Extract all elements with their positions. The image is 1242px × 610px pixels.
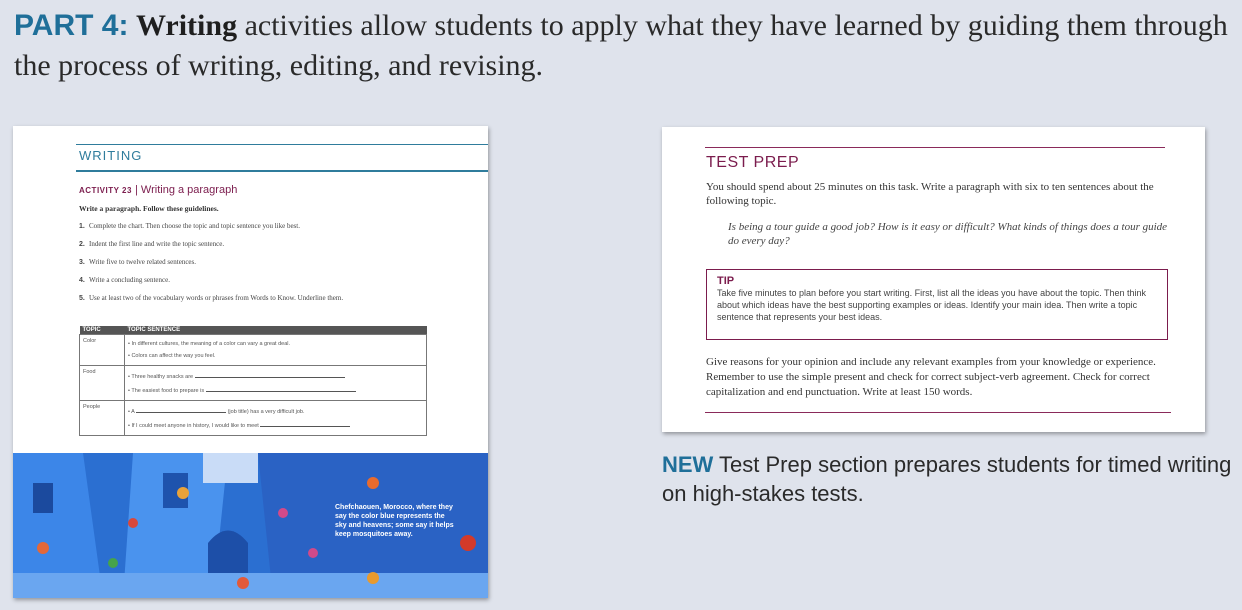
activity-separator: | — [134, 184, 138, 196]
test-prep-caption — [662, 450, 1237, 508]
activity-number: ACTIVITY 23 — [79, 186, 132, 195]
photo-caption: Chefchaouen, Morocco, where they say the color blue represents the sky and heavens; some say it helps keep mosquitoes away. — [335, 504, 454, 538]
list-item: 2. Indent the first line and write the topic sentence. — [79, 240, 225, 248]
test-prep-body: Give reasons for your opinion and include any relevant examples from your knowledge or experience. Remember to use the simple present and check for correct subject-verb agreement. Check for correct capitalization and end punctuation. Write at least 150 words. — [706, 356, 1156, 398]
topic-cell: Color — [80, 335, 125, 366]
tip-label: TIP — [717, 275, 735, 287]
test-prep-question: Is being a tour guide a good job? How is it easy or difficult? What kinds of things does a tour guide do every day? — [728, 221, 1168, 247]
list-item: 3. Write five to twelve related sentences. — [79, 258, 197, 266]
activity-name: Writing a paragraph — [140, 184, 238, 196]
section-rule — [76, 170, 488, 172]
header-keyword: Writing — [135, 9, 238, 42]
table-row — [80, 335, 427, 366]
header-text: activities allow students to apply what they have learned by guiding them through the process of writing, editing, and revising. — [14, 9, 1228, 82]
new-label: NEW — [662, 452, 714, 477]
tip-box — [706, 269, 1168, 340]
guideline-list — [79, 222, 479, 312]
test-prep-intro: You should spend about 25 minutes on this task. Write a paragraph with six to ten sentences about the following topic. — [706, 181, 1154, 207]
activity-instruction: Write a paragraph. Follow these guidelines. — [79, 204, 219, 213]
sentence-cell: • A (job title) has a very difficult job. • If I could meet anyone in history, I would like to meet — [125, 401, 427, 436]
sentence-cell: • Three healthy snacks are • The easiest food to prepare is — [125, 366, 427, 401]
test-prep-title: TEST PREP — [706, 154, 800, 171]
section-rule — [705, 147, 1165, 148]
table-header-row — [80, 326, 427, 335]
chefchaouen-photo — [13, 453, 488, 598]
list-item: 5. Use at least two of the vocabulary words or phrases from Words to Know. Underline them. — [79, 294, 344, 302]
topic-cell: Food — [80, 366, 125, 401]
writing-page-sample — [13, 126, 488, 598]
topic-table — [79, 326, 427, 436]
section-rule — [76, 144, 488, 145]
test-prep-page-sample — [662, 127, 1205, 432]
table-header: TOPIC — [80, 326, 125, 335]
topic-cell: People — [80, 401, 125, 436]
table-row — [80, 401, 427, 436]
section-rule — [705, 412, 1171, 413]
sentence-cell: • In different cultures, the meaning of a color can vary a great deal. • Colors can affect the way you feel. — [125, 335, 427, 366]
tip-text: Take five minutes to plan before you start writing. First, list all the ideas you have about the topic. Then think about which ideas have the best supporting examples or ideas. Identify your main idea. Then write a topic sentence that represents your best ideas. — [717, 288, 1147, 322]
section-title: WRITING — [79, 148, 143, 163]
caption-text: Test Prep section prepares students for timed writing on high-stakes tests. — [662, 452, 1232, 506]
list-item: 4. Write a concluding sentence. — [79, 276, 170, 284]
table-header: TOPIC SENTENCE — [125, 326, 427, 335]
activity-heading — [79, 184, 237, 196]
part-label: PART 4: — [14, 9, 129, 42]
table-row — [80, 366, 427, 401]
page-header — [14, 6, 1234, 86]
list-item: 1. Complete the chart. Then choose the topic and topic sentence you like best. — [79, 222, 300, 230]
